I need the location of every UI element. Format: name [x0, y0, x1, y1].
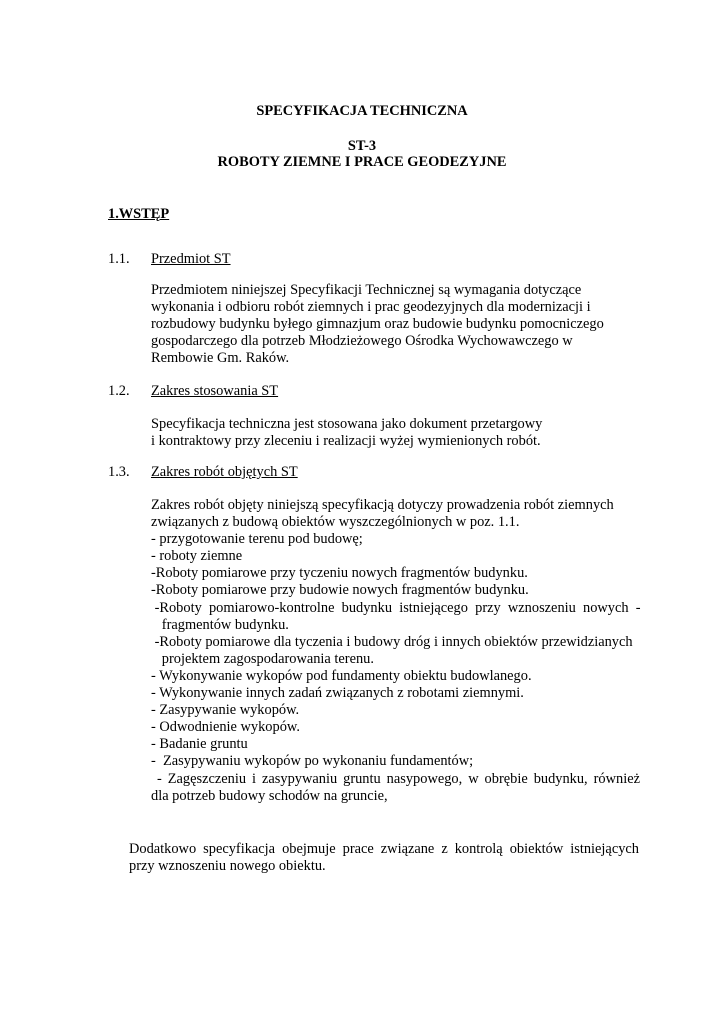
paragraph-line: Rembowie Gm. Raków. — [151, 350, 290, 367]
list-item: - Zasypywanie wykopów. — [151, 702, 300, 719]
section-body-1-2 — [151, 416, 542, 450]
paragraph-line: Przedmiotem niniejszej Specyfikacji Technicznej są wymagania dotyczące — [151, 282, 582, 298]
list-item: - Badanie gruntu — [151, 736, 248, 753]
list-item: -Roboty pomiarowo-kontrolne budynku istniejącego przy wznoszeniu nowych - — [151, 599, 641, 616]
list-item: - Zasypywaniu wykopów po wykonaniu fundamentów; — [151, 753, 474, 770]
section-title-1-2: Zakres stosowania ST — [151, 383, 279, 399]
list-item: fragmentów budynku. — [151, 616, 289, 633]
doc-code: ST-3 — [347, 138, 377, 154]
list-item: - Odwodnienie wykopów. — [151, 719, 300, 736]
list-item: -Roboty pomiarowe dla tyczenia i budowy dróg i innych obiektów przewidzianych — [151, 633, 633, 650]
paragraph-line: przy wznoszeniu nowego obiektu. — [129, 858, 326, 875]
paragraph-line: rozbudowy budynku byłego gimnazjum oraz budowie budynku pomocniczego — [151, 316, 604, 333]
section-body-1-3 — [151, 497, 640, 805]
paragraph-line: wykonania i odbioru robót ziemnych i prac geodezyjnych dla modernizacji i — [151, 299, 591, 316]
section-number-1-2: 1.2. — [108, 383, 130, 399]
paragraph-line: gospodarczego dla potrzeb Młodzieżowego Ośrodka Wychowawczego w — [151, 333, 573, 350]
paragraph-line: Specyfikacja techniczna jest stosowana jako dokument przetargowy — [151, 416, 543, 432]
list-item: - roboty ziemne — [151, 548, 243, 565]
closing-paragraph — [129, 841, 639, 875]
list-item: -Roboty pomiarowe przy tyczeniu nowych fragmentów budynku. — [151, 565, 528, 582]
section-number-1-1: 1.1. — [108, 251, 130, 267]
list-item: - Wykonywanie innych zadań związanych z robotami ziemnymi. — [151, 685, 524, 702]
section-title-1-3: Zakres robót objętych ST — [151, 464, 298, 480]
doc-title: SPECYFIKACJA TECHNICZNA — [256, 103, 468, 119]
section-number-1-3: 1.3. — [108, 464, 130, 480]
list-item: - przygotowanie terenu pod budowę; — [151, 531, 363, 548]
paragraph-line: Zakres robót objęty niniejszą specyfikacją dotyczy prowadzenia robót ziemnych — [151, 497, 614, 513]
section-body-1-1 — [151, 282, 604, 367]
list-item: dla potrzeb budowy schodów na gruncie, — [151, 787, 388, 804]
paragraph-line: związanych z budową obiektów wyszczególnionych w poz. 1.1. — [151, 514, 520, 531]
list-item: projektem zagospodarowania terenu. — [151, 650, 374, 667]
list-item: - Wykonywanie wykopów pod fundamenty obiektu budowlanego. — [151, 667, 532, 684]
list-item: -Roboty pomiarowe przy budowie nowych fragmentów budynku. — [151, 582, 529, 599]
paragraph-line: i kontraktowy przy zleceniu i realizacji wyżej wymienionych robót. — [151, 433, 541, 450]
paragraph-line: Dodatkowo specyfikacja obejmuje prace związane z kontrolą obiektów istniejących — [129, 841, 639, 857]
section-title-1-1: Przedmiot ST — [151, 251, 231, 267]
doc-subtitle: ROBOTY ZIEMNE I PRACE GEODEZYJNE — [217, 154, 507, 170]
list-item: - Zagęszczeniu i zasypywaniu gruntu nasypowego, w obrębie budynku, również — [151, 770, 640, 787]
section-heading-wstep: 1.WSTĘP — [108, 206, 170, 222]
